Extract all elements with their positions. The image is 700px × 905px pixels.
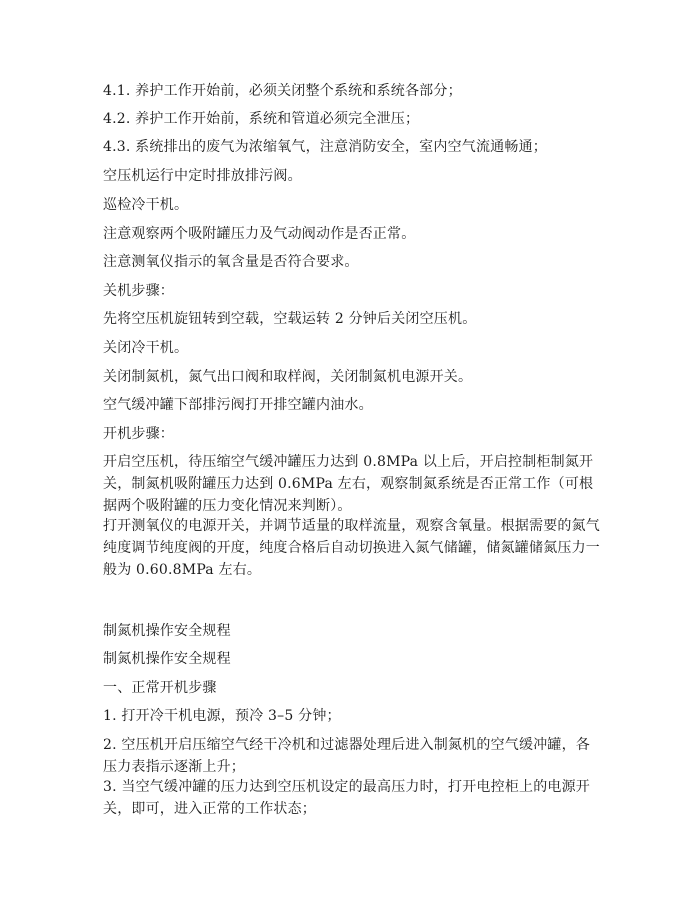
paragraph-inspect-dryer: 巡检冷干机。 (103, 197, 189, 213)
paragraph-compressor-unload: 先将空压机旋钮转到空载，空载运转 2 分钟后关闭空压机。 (103, 311, 477, 327)
paragraph-close-dryer: 关闭冷干机。 (103, 340, 189, 356)
paragraph-4-1: 4.1. 养护工作开始前，必须关闭整个系统和系统各部分； (103, 83, 462, 99)
heading-shutdown-steps: 关机步骤： (103, 283, 174, 299)
paragraph-4-3: 4.3. 系统排出的废气为浓缩氧气，注意消防安全，室内空气流通畅通； (103, 139, 547, 155)
paragraph-buffer-drain: 空气缓冲罐下部排污阀打开排空罐内油水。 (103, 397, 373, 413)
step-2: 2. 空压机开启压缩空气经干冷机和过滤器处理后进入制氮机的空气缓冲罐，各压力表指示逐渐上升； (103, 737, 591, 775)
document-title: 制氮机操作安全规程 (103, 623, 231, 639)
paragraph-4-2: 4.2. 养护工作开始前，系统和管道必须完全泄压； (103, 111, 420, 127)
heading-startup-steps: 开机步骤： (103, 426, 174, 442)
paragraph-oxygen-analyzer: 打开测氧仪的电源开关，并调节适量的取样流量，观察含氧量。根据需要的氮气纯度调节纯度阀的开度，纯度合格后自动切换进入氮气储罐，储氮罐储氮压力一般为 0.60.8MPa 左右。 (103, 518, 600, 578)
document-subtitle: 制氮机操作安全规程 (103, 651, 231, 667)
step-1: 1. 打开冷干机电源，预冷 3–5 分钟； (103, 708, 341, 724)
paragraph-start-compressor: 开启空压机，待压缩空气缓冲罐压力达到 0.8MPa 以上后，开启控制柜制氮开关，制氮机吸附罐压力达到 0.6MPa 左右，观察制氮系统是否正常工作（可根据两个吸附罐的压力变化情况来判断）。 (103, 454, 594, 514)
paragraph-close-generator: 关闭制氮机，氮气出口阀和取样阀，关闭制氮机电源开关。 (103, 369, 473, 385)
paragraph-oxygen-meter: 注意测氧仪指示的氧含量是否符合要求。 (103, 254, 359, 270)
step-3: 3. 当空气缓冲罐的压力达到空压机设定的最高压力时，打开电控柜上的电源开关，即可，进入正常的工作状态； (103, 779, 591, 817)
paragraph-drain-valve: 空压机运行中定时排放排污阀。 (103, 168, 302, 184)
section-heading-normal-startup: 一、正常开机步骤 (103, 680, 217, 696)
paragraph-observe-pressure: 注意观察两个吸附罐压力及气动阀动作是否正常。 (103, 226, 416, 242)
